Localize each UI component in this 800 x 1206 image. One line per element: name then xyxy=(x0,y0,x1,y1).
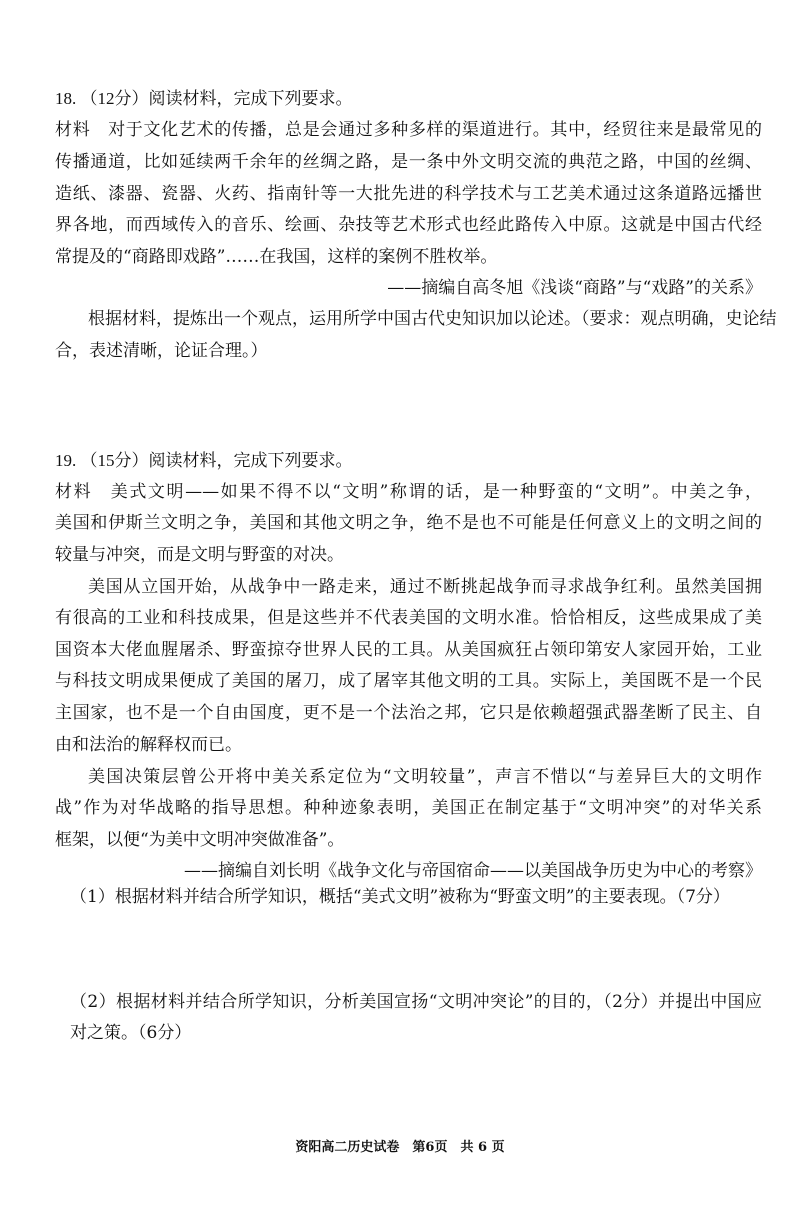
q19-material-line: 材料 美式文明——如果不得不以“文明”称谓的话，是一种野蛮的“文明”。中美之争， xyxy=(55,482,762,502)
q19-material-line: 战”作为对华战略的指导思想。种种迹象表明，美国正在制定基于“文明冲突”的对华关系 xyxy=(55,798,762,818)
page-footer: 资阳高二历史试卷 第6页 共 6 页 xyxy=(295,1140,505,1155)
q18-title: 18. （12分）阅读材料，完成下列要求。 xyxy=(55,89,353,108)
q19-source: ——摘编自刘长明《战争文化与帝国宿命——以美国战争历史为中心的考察》 xyxy=(184,861,762,881)
q18-task-line: 根据材料，提炼出一个观点，运用所学中国古代史知识加以论述。（要求：观点明确，史论结 xyxy=(88,309,777,329)
q18-material-line: 常提及的“商路即戏路”……在我国，这样的案例不胜枚举。 xyxy=(55,247,498,267)
q19-material-line: 框架，以便“为美中文明冲突做准备”。 xyxy=(55,830,345,850)
q19-material-line: 美国从立国开始，从战争中一路走来，通过不断挑起战争而寻求战争红利。虽然美国拥 xyxy=(88,577,762,597)
q18-material-line: 界各地，而西域传入的音乐、绘画、杂技等艺术形式也经此路传入中原。这就是中国古代经 xyxy=(55,215,762,235)
q18-material-line: 传播通道，比如延续两千余年的丝绸之路，是一条中外文明交流的典范之路，中国的丝绸、 xyxy=(55,152,762,172)
q19-subquestion-2-line: 对之策。（6分） xyxy=(70,1023,192,1043)
q18-material-line: 造纸、漆器、瓷器、火药、指南针等一大批先进的科学技术与工艺美术通过这条道路远播世 xyxy=(55,184,762,204)
q19-material-line: 由和法治的解释权而已。 xyxy=(55,735,242,755)
q19-material-line: 美国决策层曾公开将中美关系定位为“文明较量”，声言不惜以“与差异巨大的文明作 xyxy=(88,767,762,787)
q19-material-line: 与科技文明成果便成了美国的屠刀，成了屠宰其他文明的工具。实际上，美国既不是一个民 xyxy=(55,671,762,691)
q19-material-line: 国资本大佬血腥屠杀、野蛮掠夺世界人民的工具。从美国疯狂占领印第安人家园开始，工业 xyxy=(55,640,762,660)
q19-title: 19. （15分）阅读材料，完成下列要求。 xyxy=(55,451,353,470)
q18-material-line: 材料 对于文化艺术的传播，总是会通过多种多样的渠道进行。其中，经贸往来是最常见的 xyxy=(55,120,762,140)
q18-task-line: 合，表述清晰，论证合理。） xyxy=(55,341,268,361)
q19-material-line: 主国家，也不是一个自由国度，更不是一个法治之邦，它只是依赖超强武器垄断了民主、自 xyxy=(55,703,762,723)
q18-source: ——摘编自高冬旭《浅谈“商路”与“戏路”的关系》 xyxy=(387,278,762,298)
q19-material-line: 美国和伊斯兰文明之争，美国和其他文明之争，绝不是也不可能是任何意义上的文明之间的 xyxy=(55,513,762,533)
q19-material-line: 有很高的工业和科技成果，但是这些并不代表美国的文明水准。恰恰相反，这些成果成了美 xyxy=(55,608,762,628)
q19-subquestion-2-line: （2）根据材料并结合所学知识，分析美国宣扬“文明冲突论”的目的，（2分）并提出中国应 xyxy=(70,992,762,1012)
q19-subquestion-1: （1）根据材料并结合所学知识，概括“美式文明”被称为“野蛮文明”的主要表现。（7分） xyxy=(70,887,730,907)
q19-material-line: 较量与冲突，而是文明与野蛮的对决。 xyxy=(55,545,344,565)
